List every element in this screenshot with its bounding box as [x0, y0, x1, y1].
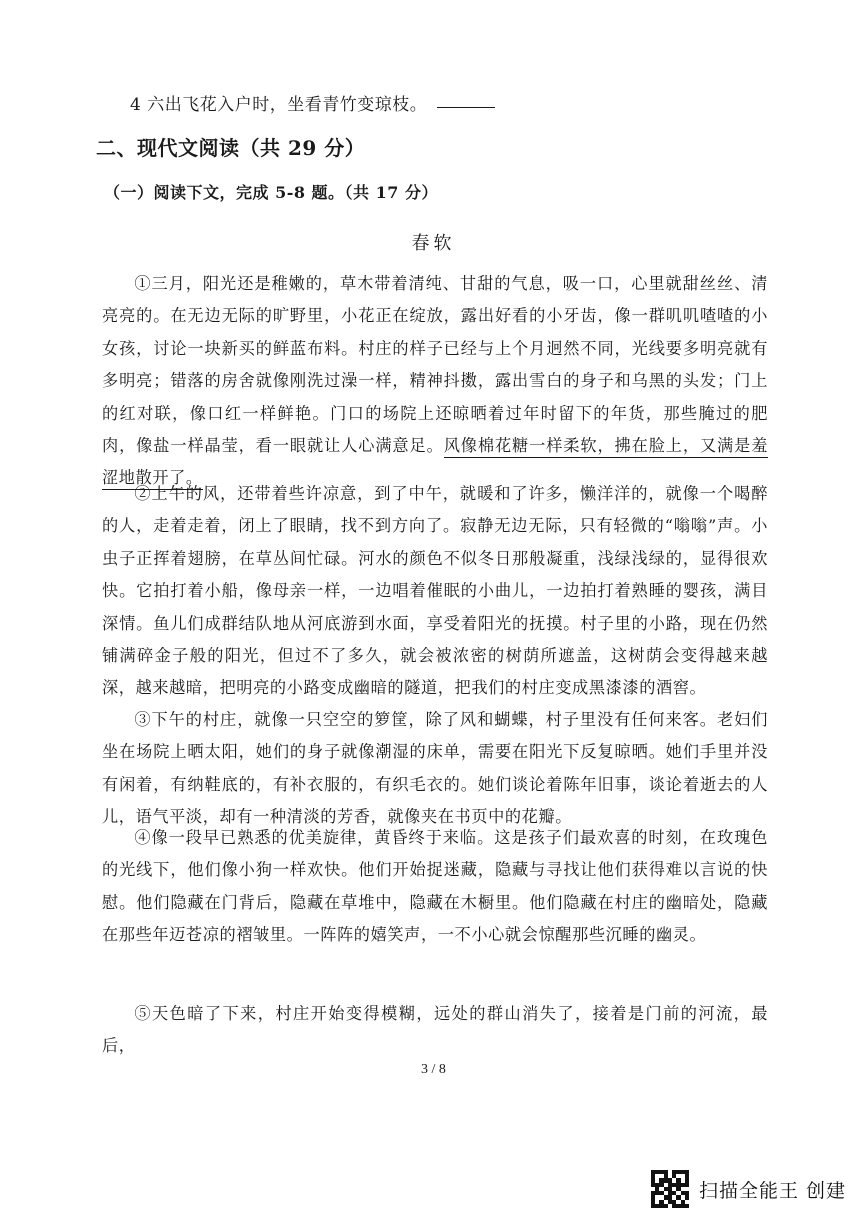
- question-4-text: 4 六出飞花入户时，坐看青竹变琼枝。: [130, 95, 428, 115]
- article-paragraph-4: ④像一段早已熟悉的优美旋律，黄昏终于来临。这是孩子们最欢喜的时刻，在玫瑰色的光线下，他们像小狗一样欢快。他们开始捉迷藏，隐藏与寻找让他们获得难以言说的快慰。他们隐藏在门背后，隐藏在草堆中，隐藏在木橱里。他们隐藏在村庄的幽暗处，隐藏在那些年迈苍凉的褶皱里。一阵阵的嬉笑声，一不小心就会惊醒那些沉睡的幽灵。: [102, 828, 768, 945]
- article-paragraph-2: ②上午的风，还带着些许凉意，到了中午，就暖和了许多，懒洋洋的，就像一个喝醉的人，走着走着，闭上了眼睛，找不到方向了。寂静无边无际，只有轻微的“嗡嗡”声。小虫子正挥着翅膀，在草丛间忙碌。河水的颜色不似冬日那般凝重，浅绿浅绿的，显得很欢快。它拍打着小船，像母亲一样，一边唱着催眠的小曲儿，一边拍打着熟睡的婴孩，满目深情。鱼儿们成群结队地从河底游到水面，享受着阳光的抚摸。村子里的小路，现在仍然铺满碎金子般的阳光，但过不了多久，就会被浓密的树荫所遮盖，这树荫会变得越来越深，越来越暗，把明亮的小路变成幽暗的隧道，把我们的村庄变成黑漆漆的酒窖。: [102, 484, 768, 698]
- watermark-text: 扫描全能王 创建: [699, 1179, 847, 1202]
- article-paragraph-3: ③下午的村庄，就像一只空空的箩筐，除了风和蝴蝶，村子里没有任何来客。老妇们坐在场院上晒太阳，她们的身子就像潮湿的床单，需要在阳光下反复晾晒。她们手里并没有闲着，有纳鞋底的，有补衣服的，有织毛衣的。她们谈论着陈年旧事，谈论着逝去的人儿，语气平淡，却有一种清淡的芳香，就像夹在书页中的花瓣。: [102, 710, 768, 827]
- paragraph-1-text: ①三月，阳光还是稚嫩的，草木带着清纯、甘甜的气息，吸一口，心里就甜丝丝、清亮亮的。在无边无际的旷野里，小花正在绽放，露出好看的小牙齿，像一群叽叽喳喳的小女孩，讨论一块新买的鲜蓝布料。村庄的样子已经与上个月迥然不同，光线要多明亮就有多明亮；错落的房舍就像刚洗过澡一样，精神抖擞，露出雪白的身子和乌黑的头发；门上的红对联，像口红一样鲜艳。门口的场院上还晾晒着过年时留下的年货，那些腌过的肥肉，像盐一样晶莹，看一眼就让人心满意足。: [102, 274, 768, 456]
- qr-code-icon: [651, 1170, 689, 1208]
- section-title: 二、现代文阅读（共 29 分）: [96, 136, 366, 160]
- section-subtitle: （一）阅读下文，完成 5-8 题。（共 17 分）: [104, 183, 438, 202]
- article-title: 春软: [411, 233, 456, 254]
- underlined-sentence: 风像棉花糖一样柔软，拂在脸上，又满是羞涩地散开了。: [102, 436, 768, 490]
- answer-blank: [437, 107, 495, 108]
- article-paragraph-5: ⑤天色暗了下来，村庄开始变得模糊，远处的群山消失了，接着是门前的河流，最后，: [102, 1004, 768, 1056]
- question-4: [130, 90, 495, 115]
- scanner-watermark: [651, 1165, 846, 1213]
- article-paragraph-1: [102, 268, 768, 495]
- page-number: 3 / 8: [421, 1062, 446, 1077]
